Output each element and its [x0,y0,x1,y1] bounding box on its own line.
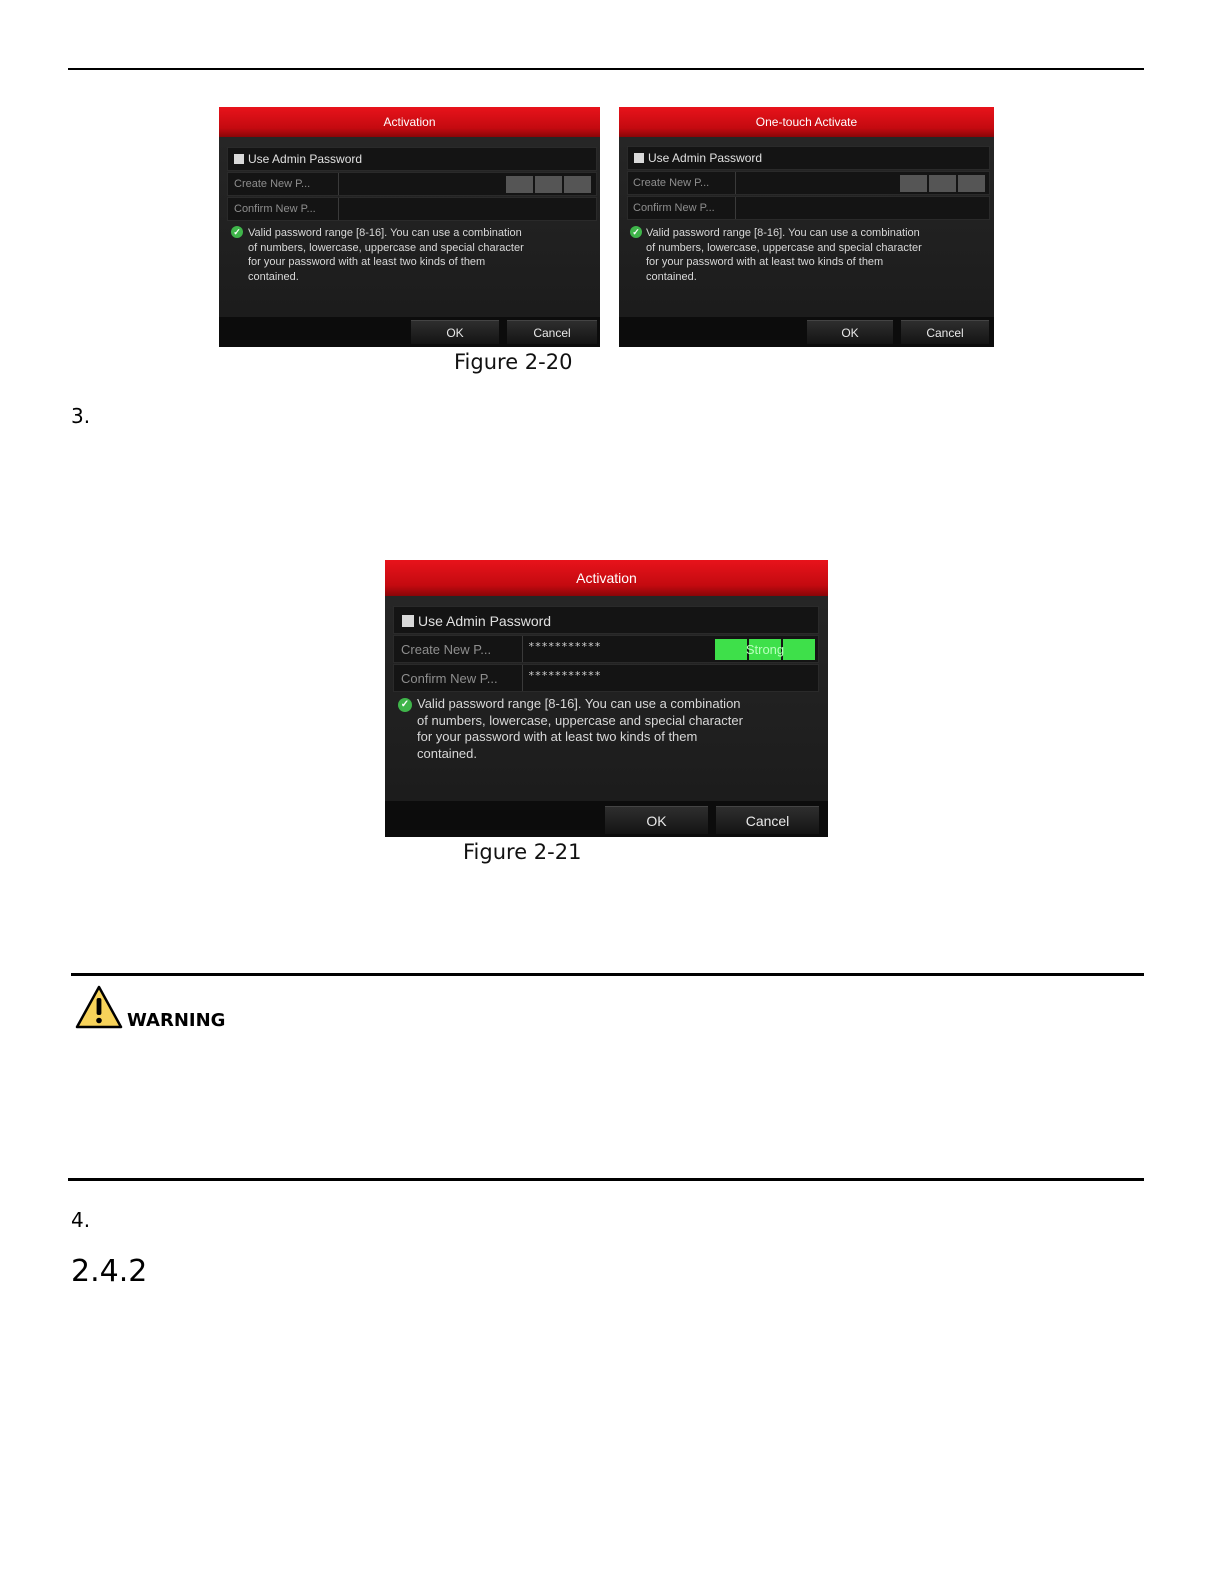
create-password-row [627,171,990,195]
dialog-title: One-touch Activate [619,107,994,137]
figure-caption: Figure 2-20 [454,350,573,374]
field-separator [735,172,736,194]
use-admin-label: Use Admin Password [248,152,363,166]
ok-button[interactable]: OK [411,320,499,344]
confirm-password-row [227,197,597,221]
field-separator [522,665,523,691]
strength-meter [900,175,985,192]
confirm-password-label: Confirm New P... [633,202,715,214]
strength-label: Strong [745,642,785,657]
cancel-button[interactable]: Cancel [716,806,819,834]
create-password-input[interactable] [340,173,506,195]
step-number: 4. [71,1208,91,1232]
field-separator [522,636,523,662]
dialog-title: Activation [385,560,828,596]
warning-bottom-rule [68,1178,1144,1181]
one-touch-activate-dialog [619,107,994,347]
create-password-input[interactable] [737,172,899,194]
use-admin-password-row[interactable] [227,147,597,171]
use-admin-label: Use Admin Password [418,613,552,629]
step-number: 3. [71,404,91,428]
confirm-password-row [393,664,819,692]
create-password-input[interactable]: *********** [528,640,601,653]
confirm-password-row [627,196,990,220]
create-password-label: Create New P... [401,642,492,657]
dialog-footer [219,317,600,347]
confirm-password-label: Confirm New P... [401,671,498,686]
use-admin-password-row[interactable] [393,606,819,634]
check-icon: ✓ [398,698,412,712]
strength-meter [506,176,591,193]
field-separator [338,173,339,195]
password-rule-note: Valid password range [8-16]. You can use a combination of numbers, lowercase, uppercase and special character for your password with at least two kinds of them contained. [417,696,743,762]
password-rule-note: Valid password range [8-16]. You can use a combination of numbers, lowercase, uppercase and special character for your password with at least two kinds of them contained. [646,227,922,283]
use-admin-checkbox[interactable] [634,153,644,163]
dialog-body [619,137,994,347]
confirm-password-label: Confirm New P... [234,203,316,215]
cancel-button[interactable]: Cancel [901,320,989,344]
create-password-label: Create New P... [234,178,311,190]
top-rule [68,68,1144,70]
use-admin-password-row[interactable] [627,146,990,170]
create-password-label: Create New P... [633,177,710,189]
use-admin-label: Use Admin Password [648,151,763,165]
figure-caption: Figure 2-21 [463,840,582,864]
field-separator [338,198,339,220]
field-separator [735,197,736,219]
password-rule-note: Valid password range [8-16]. You can use a combination of numbers, lowercase, uppercase and special character for your password with at least two kinds of them contained. [248,227,524,283]
activation-dialog-small [219,107,600,347]
create-password-row [393,635,819,663]
warning-label: WARNING [127,1010,226,1031]
warning-top-rule [71,973,1144,976]
use-admin-checkbox[interactable] [402,615,414,627]
ok-button[interactable]: OK [605,806,708,834]
confirm-password-input[interactable]: *********** [528,669,601,682]
dialog-body [219,137,600,347]
dialog-footer [385,801,828,837]
confirm-password-input[interactable] [340,198,596,220]
warning-triangle-icon [74,984,124,1030]
cancel-button[interactable]: Cancel [507,320,597,344]
activation-dialog-large [385,560,828,837]
create-password-row [227,172,597,196]
confirm-password-input[interactable] [737,197,989,219]
dialog-footer [619,317,994,347]
check-icon: ✓ [630,226,642,238]
section-heading: 2.4.2 [71,1254,148,1289]
use-admin-checkbox[interactable] [234,154,244,164]
ok-button[interactable]: OK [807,320,893,344]
check-icon: ✓ [231,226,243,238]
dialog-title: Activation [219,107,600,137]
